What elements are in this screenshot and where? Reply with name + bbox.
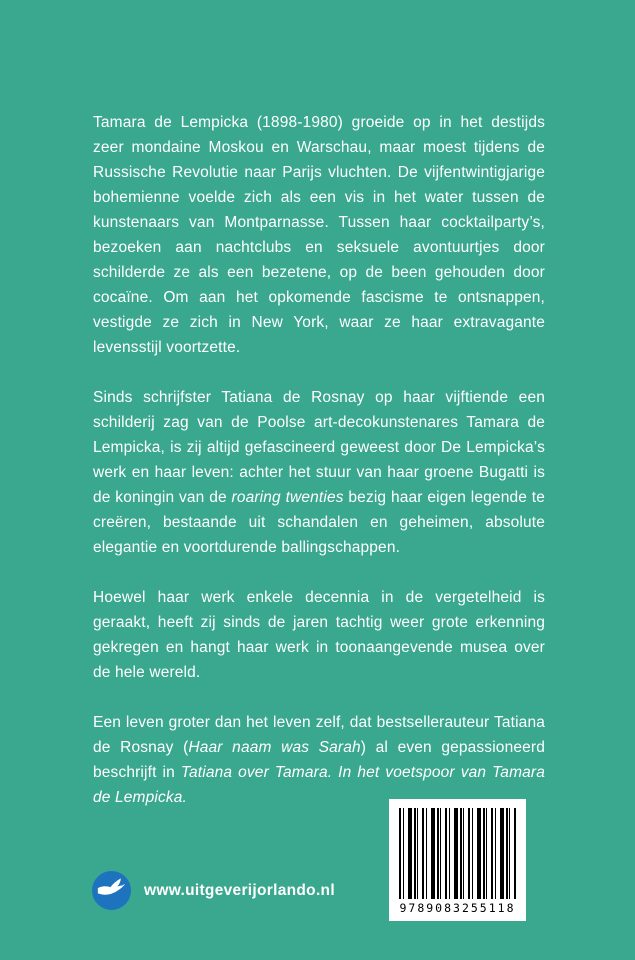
italic-text-segment: Haar naam was Sarah bbox=[188, 739, 361, 756]
text-block bbox=[93, 110, 545, 810]
text-segment: Hoewel haar werk enkele decennia in de vergetelheid is geraakt, heeft zij sinds de jaren tachtig weer grote erkenning gekregen en hangt haar werk in toonaangevende musea over de hele wereld. bbox=[93, 589, 545, 681]
text-segment: Sinds schrijfster Tatiana de Rosnay op haar vijftiende een schilderij zag van de Poolse art-decokunstenares Tamara de Lempicka, is zij altijd gefascineerd geweest door De Lempicka’s werk en haar leven: achter het stuur van haar groene Bugatti is de koningin van de bbox=[93, 389, 545, 506]
paragraph bbox=[93, 385, 545, 560]
bird-icon bbox=[92, 871, 131, 910]
publisher-logo bbox=[92, 871, 131, 910]
italic-text-segment: Tatiana over Tamara. In het voetspoor van Tamara de Lempicka. bbox=[93, 764, 545, 806]
barcode-number: 9789083255118 bbox=[399, 901, 516, 915]
paragraph bbox=[93, 585, 545, 685]
barcode bbox=[389, 799, 526, 921]
publisher-footer bbox=[92, 871, 335, 910]
paragraph bbox=[93, 110, 545, 360]
text-segment: Tamara de Lempicka (1898-1980) groeide op in het destijds zeer mondaine Moskou en Warschau, maar moest tijdens de Russische Revolutie naar Parijs vluchten. De vijfentwintigjarige bohemienne voelde zich als een vis in het water tussen de kunstenaars van Montparnasse. Tussen haar cocktailparty’s, bezoeken aan nachtclubs en seksuele avontuurtjes door schilderde ze als een bezetene, op de been gehouden door cocaïne. Om aan het opkomende fascisme te ontsnappen, vestigde ze zich in New York, waar ze haar extravagante levensstijl voortzette. bbox=[93, 114, 545, 356]
barcode-bars bbox=[399, 808, 516, 899]
text-segment: Een leven groter dan het leven zelf, dat bestsellerauteur Tatiana de Rosnay ( bbox=[93, 714, 545, 756]
text-segment: ) al even gepassioneerd beschrijft in bbox=[93, 739, 545, 781]
paragraph bbox=[93, 710, 545, 810]
text-segment: bezig haar eigen legende te creëren, bestaande uit schandalen en geheimen, absolute elegantie en voortdurende ballingschappen. bbox=[93, 489, 545, 556]
publisher-website: www.uitgeverijorlando.nl bbox=[144, 881, 335, 899]
italic-text-segment: roaring twenties bbox=[231, 489, 344, 506]
